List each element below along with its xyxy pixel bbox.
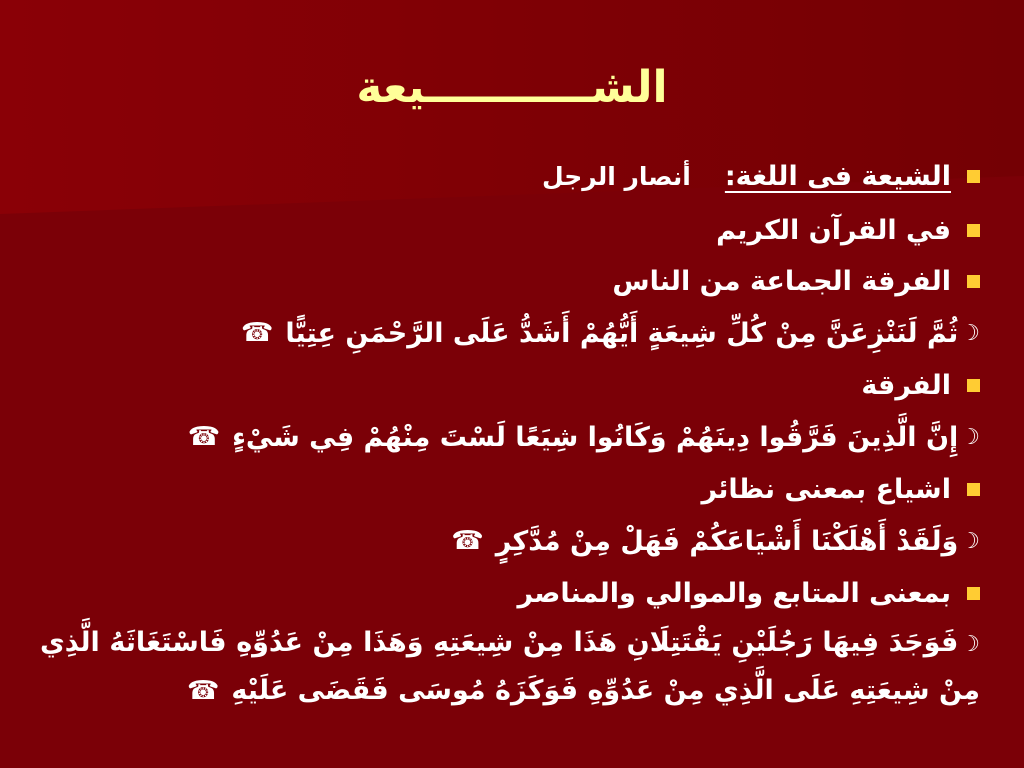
verse-item (40, 618, 980, 714)
list-item (40, 360, 980, 410)
item-text: الفرقة الجماعة من الناس (612, 265, 951, 297)
crescent-bullet-icon: ☽ (960, 320, 980, 346)
verse-item (40, 410, 980, 464)
crescent-bullet-icon: ☽ (960, 424, 980, 450)
list-item (40, 256, 980, 306)
verse-text: وَلَقَدْ أَهْلَكْنَا أَشْيَاعَكُمْ فَهَلْ مِنْ مُدَّكِرٍ (495, 525, 959, 557)
item-text: في القرآن الكريم (716, 214, 951, 246)
list-item (40, 464, 980, 514)
telephone-icon: ☎ (240, 318, 274, 348)
square-bullet-icon (967, 224, 980, 237)
square-bullet-icon (967, 483, 980, 496)
telephone-icon: ☎ (187, 422, 221, 452)
list-item (40, 204, 980, 256)
slide-title: الشـــــــــــيعة (356, 62, 668, 113)
item-text: بمعنى المتابع والموالي والمناصر (517, 577, 951, 609)
item-text: أنصار الرجل (541, 161, 691, 191)
crescent-bullet-icon: ☽ (960, 528, 980, 554)
slide-content (40, 148, 980, 714)
square-bullet-icon (967, 587, 980, 600)
telephone-icon: ☎ (451, 526, 484, 556)
verse-item (40, 514, 980, 568)
verse-text: إِنَّ الَّذِينَ فَرَّقُوا دِينَهُمْ وَكَانُوا شِيَعًا لَسْتَ مِنْهُمْ فِي شَيْءٍ (232, 421, 959, 453)
verse-text: ثُمَّ لَنَنْزِعَنَّ مِنْ كُلِّ شِيعَةٍ أَيُّهُمْ أَشَدُّ عَلَى الرَّحْمَنِ عِتِيًّا (285, 317, 959, 349)
list-item (40, 568, 980, 618)
item-text: اشياع بمعنى نظائر (701, 473, 951, 505)
crescent-bullet-icon: ☽ (960, 632, 980, 657)
list-item (40, 148, 980, 204)
square-bullet-icon (967, 170, 980, 183)
item-text: الفرقة (861, 369, 951, 401)
square-bullet-icon (967, 379, 980, 392)
telephone-icon: ☎ (187, 676, 220, 706)
verse-item (40, 306, 980, 360)
square-bullet-icon (967, 275, 980, 288)
verse-text: فَوَجَدَ فِيهَا رَجُلَيْنِ يَقْتَتِلَانِ هَذَا مِنْ شِيعَتِهِ وَهَذَا مِنْ عَدُوِّهِ فَاسْتَغَاثَهُ الَّذِي مِنْ شِيعَتِهِ عَلَى الَّذِي مِنْ عَدُوِّهِ فَوَكَزَهُ مُوسَى فَقَضَى عَلَيْهِ (40, 627, 980, 706)
item-label: الشيعة فى اللغة: (724, 160, 951, 192)
